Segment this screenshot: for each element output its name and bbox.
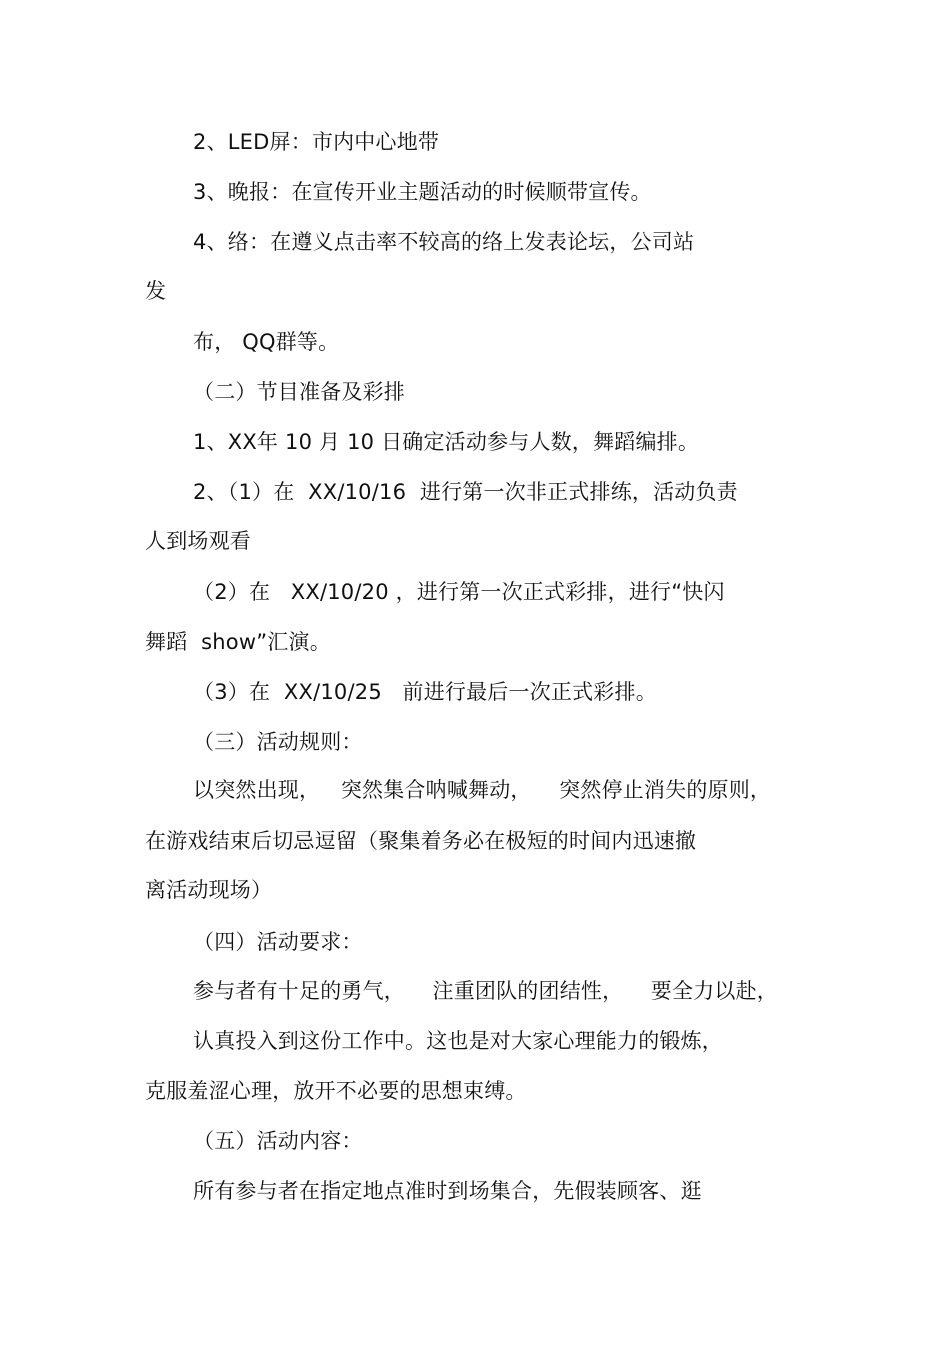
text-line: 2、（1）在 XX/10/16 进行第一次非正式排练，活动负责	[193, 480, 738, 504]
text-line: 人到场观看	[145, 529, 251, 553]
text-line: 2、LED屏：市内中心地带	[193, 130, 440, 154]
text-line: 舞蹈 show”汇演。	[145, 630, 331, 654]
text-line: 1、XX年 10 月 10 日确定活动参与人数，舞蹈编排。	[193, 430, 700, 454]
section-heading: （五）活动内容：	[193, 1129, 363, 1153]
text-line: 认真投入到这份工作中。这也是对大家心理能力的锻炼，	[193, 1029, 723, 1053]
text-line: 发	[145, 279, 167, 303]
text-line: 参与者有十足的勇气， 注重团队的团结性， 要全力以赴，	[193, 979, 778, 1003]
text-line: 离活动现场）	[145, 878, 273, 902]
text-line: （2）在 XX/10/20 ，进行第一次正式彩排，进行“快闪	[193, 580, 725, 604]
text-line: 克服羞涩心理，放开不必要的思想束缚。	[145, 1079, 527, 1103]
text-line: 在游戏结束后切忌逗留（聚集着务必在极短的时间内迅速撤	[145, 829, 697, 853]
section-heading: （四）活动要求：	[193, 930, 363, 954]
text-line: 所有参与者在指定地点准时到场集合，先假装顾客、逛	[193, 1179, 702, 1203]
section-heading: （三）活动规则：	[193, 730, 363, 754]
text-line: 布， QQ群等。	[193, 330, 340, 354]
text-line: 4、络：在遵义点击率不较高的络上发表论坛，公司站	[193, 230, 695, 254]
text-line: 以突然出现， 突然集合呐喊舞动， 突然停止消失的原则，	[193, 778, 772, 802]
section-heading: （二）节目准备及彩排	[193, 380, 405, 404]
text-line: 3、晚报：在宣传开业主题活动的时候顺带宣传。	[193, 180, 652, 204]
text-line: （3）在 XX/10/25 前进行最后一次正式彩排。	[193, 680, 657, 704]
